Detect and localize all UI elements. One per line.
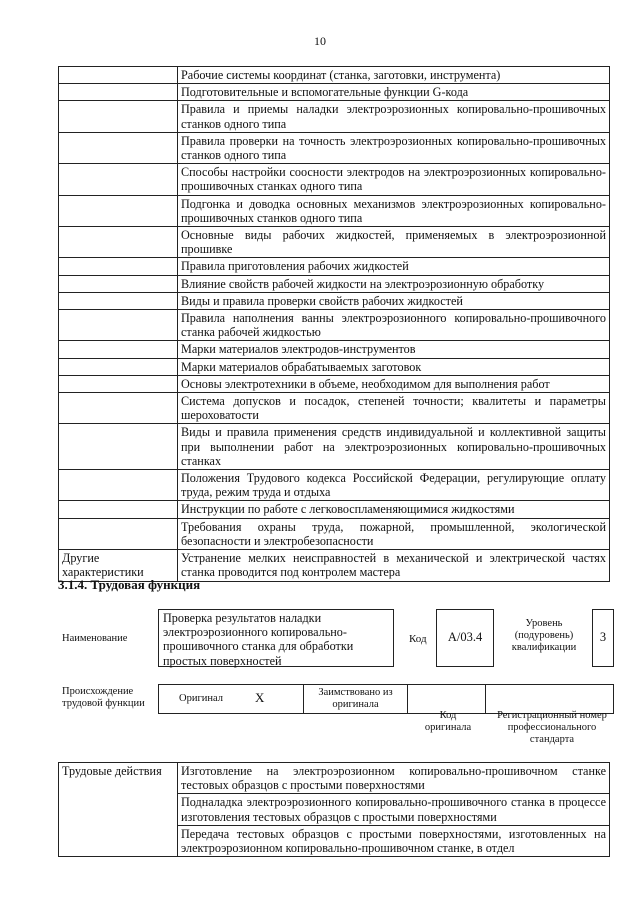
action-item: Передача тестовых образцов с простыми поверхностями, изготовленных на электроэрозионном копировально-прошивочном станке, в отдел [178, 825, 610, 856]
other-characteristics-label: Другие характеристики [59, 550, 178, 581]
code-original-caption: Код оригинала [424, 710, 472, 733]
table-row [59, 763, 610, 794]
function-code-box: A/03.4 [436, 609, 494, 667]
table-row [59, 341, 610, 358]
reg-number-caption: Регистрационный номер профессионального стандарта [497, 710, 607, 745]
knowledge-item: Основные виды рабочих жидкостей, применяемых в электроэрозионной прошивке [178, 227, 610, 258]
knowledge-item: Виды и правила проверки свойств рабочих жидкостей [178, 292, 610, 309]
table-row [59, 292, 610, 309]
table-cell-empty [59, 67, 178, 84]
table-row [59, 310, 610, 341]
function-name-box: Проверка результатов наладки электроэрозионного копировально-прошивочного станка для обработки простых поверхностей [158, 609, 394, 667]
knowledge-item: Подгонка и доводка основных механизмов электроэрозионных копировально-прошивочных станков одного типа [178, 195, 610, 226]
code-label: Код [409, 633, 427, 645]
knowledge-item: Правила проверки на точность электроэрозионных копировально-прошивочных станков одного типа [178, 132, 610, 163]
origin-label: Происхождение трудовой функции [62, 686, 145, 709]
knowledge-item: Рабочие системы координат (станка, заготовки, инструмента) [178, 67, 610, 84]
table-row [59, 424, 610, 470]
knowledge-item: Виды и правила применения средств индивидуальной и коллективной защиты при выполнении работ на электроэрозионных копировально-прошивочных станках [178, 424, 610, 470]
table-cell-empty [59, 84, 178, 101]
table-row [59, 84, 610, 101]
table-cell-empty [59, 292, 178, 309]
other-characteristics-text: Устранение мелких неисправностей в механической и электрической частях станка проводится под контролем мастера [178, 550, 610, 581]
table-cell-empty [59, 275, 178, 292]
original-mark: X [255, 690, 265, 705]
original-label: Оригинал [179, 693, 223, 704]
knowledge-item: Правила и приемы наладки электроэрозионных копировально-прошивочных станков одного типа [178, 101, 610, 132]
table-cell-empty [59, 258, 178, 275]
name-label: Наименование [62, 633, 128, 644]
table-row [59, 132, 610, 163]
knowledge-table [58, 66, 610, 582]
table-cell-empty [59, 470, 178, 501]
table-cell-empty [59, 195, 178, 226]
section-title: 3.1.4. Трудовая функция [58, 577, 201, 592]
table-row [59, 101, 610, 132]
table-cell-empty [59, 310, 178, 341]
table-row [59, 164, 610, 195]
actions-table [58, 762, 610, 857]
knowledge-item: Основы электротехники в объеме, необходимом для выполнения работ [178, 375, 610, 392]
knowledge-item: Правила приготовления рабочих жидкостей [178, 258, 610, 275]
knowledge-item: Влияние свойств рабочей жидкости на электроэрозионную обработку [178, 275, 610, 292]
table-row [59, 358, 610, 375]
table-row [59, 518, 610, 549]
table-cell-empty [59, 375, 178, 392]
table-cell-empty [59, 132, 178, 163]
level-label: Уровень (подуровень) квалификации [511, 618, 577, 653]
knowledge-item: Марки материалов обрабатываемых заготовок [178, 358, 610, 375]
table-cell-empty [59, 358, 178, 375]
table-row [59, 275, 610, 292]
table-cell-empty [59, 227, 178, 258]
table-cell-empty [59, 424, 178, 470]
table-row [59, 393, 610, 424]
knowledge-item: Способы настройки соосности электродов на электроэрозионных копировально-прошивочных станках одного типа [178, 164, 610, 195]
action-item: Изготовление на электроэрозионном копировально-прошивочном станке тестовых образцов с простыми поверхностями [178, 763, 610, 794]
table-cell-empty [59, 341, 178, 358]
action-item: Подналадка электроэрозионного копировально-прошивочного станка в процессе изготовления тестовых образцов с простыми поверхностями [178, 794, 610, 825]
knowledge-item: Положения Трудового кодекса Российской Федерации, регулирующие оплату труда, режим труда и отдыха [178, 470, 610, 501]
table-row [59, 258, 610, 275]
table-cell-empty [59, 393, 178, 424]
table-row [59, 470, 610, 501]
table-row [59, 227, 610, 258]
table-row [59, 195, 610, 226]
actions-label: Трудовые действия [59, 763, 178, 857]
knowledge-item: Подготовительные и вспомогательные функции G-кода [178, 84, 610, 101]
knowledge-item: Марки материалов электродов-инструментов [178, 341, 610, 358]
table-row [59, 501, 610, 518]
knowledge-item: Система допусков и посадок, степеней точности; квалитеты и параметры шероховатости [178, 393, 610, 424]
table-row [59, 375, 610, 392]
page-number: 10 [314, 34, 326, 48]
original-cell [158, 684, 304, 714]
table-cell-empty [59, 164, 178, 195]
table-cell-empty [59, 501, 178, 518]
table-cell-empty [59, 518, 178, 549]
table-row [59, 67, 610, 84]
knowledge-item: Правила наполнения ванны электроэрозионного копировально-прошивочного станка рабочей жидкостью [178, 310, 610, 341]
borrowed-cell: Заимствовано из оригинала [303, 684, 408, 714]
level-value-box: 3 [592, 609, 614, 667]
knowledge-item: Требования охраны труда, пожарной, промышленной, экологической безопасности и электробезопасности [178, 518, 610, 549]
table-cell-empty [59, 101, 178, 132]
knowledge-item: Инструкции по работе с легковоспламеняющимися жидкостями [178, 501, 610, 518]
